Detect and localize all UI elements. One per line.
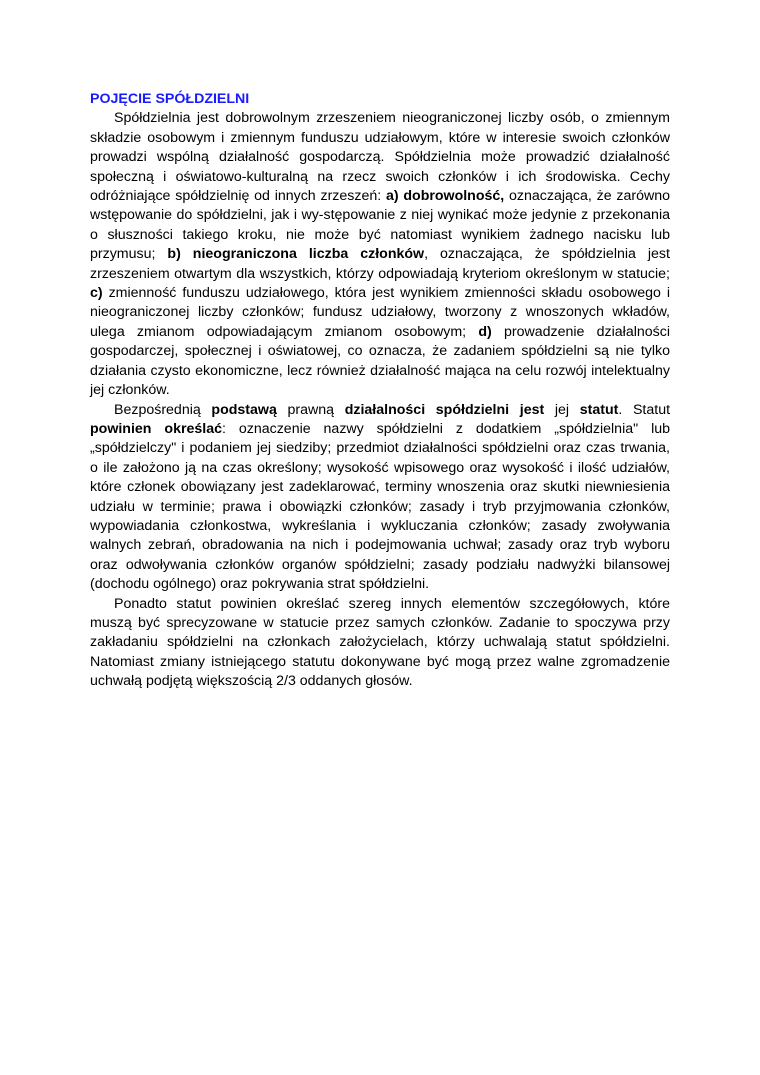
text-segment: . Statut bbox=[618, 401, 671, 418]
text-segment: : oznaczenie nazwy spółdzielni z dodatkiem „spółdzielnia" lub „spółdzielczy" i podaniem jej siedziby; przedmiot działalności spółdzielni oraz czas trwania, o ile założono ją na czas określony; wysokość wpisowego oraz wysokość i ilość udziałów, które członek obowiązany jest zadeklarować, terminy wnoszenia oraz skutki niewniesienia udziału w terminie; prawa i obowiązki członków; zasady i tryb przyjmowania członków, wypowiadania członkostwa, wykreślania i wykluczania członków; zasady zwoływania walnych zebrań, obradowania na nich i podejmowania uchwał; zasady oraz tryb wyboru oraz odwoływania członków organów spółdzielni; zasady podziału nadwyżki bilansowej (dochodu ogólnego) oraz pokrywania strat spółdzielni. bbox=[90, 420, 671, 593]
text-segment-bold: statut bbox=[579, 401, 619, 418]
paragraph-statute bbox=[90, 401, 670, 595]
text-segment-bold: podstawą bbox=[211, 401, 277, 418]
text-segment: jej bbox=[544, 401, 580, 418]
text-segment: , oznaczająca, że spółdzielnia jest zrzeszeniem otwartym dla wszystkich, którzy odpowiadają kryteriom określonym w statucie; bbox=[90, 246, 670, 282]
paragraph-statute-changes bbox=[90, 595, 670, 692]
text-segment: Spółdzielnia jest dobrowolnym zrzeszeniem nieograniczonej liczby osób, o zmiennym składzie osobowym i zmiennym funduszu udziałowym, które w interesie swoich członków prowadzi wspólną działalność gospodarczą. Spółdzielnia może prowadzić działalność społeczną i oświatowo-kulturalną na rzecz swoich członków i ich środowiska. Cechy odróżniające spółdzielnię od innych zrzeszeń: bbox=[90, 110, 670, 205]
text-segment-bold: c) bbox=[90, 285, 103, 302]
text-segment: zmienność funduszu udziałowego, która jest wynikiem zmienności składu osobowego i nieograniczonej liczby członków; fundusz udziałowy, tworzony z wnoszonych wkładów, ulega zmianom odpowiadającym zmianom osobowym; bbox=[90, 285, 670, 340]
text-segment-bold: a) dobrowolność, bbox=[385, 188, 505, 205]
text-segment-bold: b) nieograniczona liczba członków bbox=[167, 246, 425, 263]
text-segment: Bezpośrednią bbox=[114, 401, 212, 418]
text-segment: prowadzenie działalności gospodarczej, społecznej i oświatowej, co oznacza, że zadaniem spółdzielni są nie tylko działania czysto ekonomiczne, lecz również działalność mająca na celu rozwój intelektualny jej członków. bbox=[90, 323, 670, 399]
text-segment-bold: działalności spółdzielni jest bbox=[344, 401, 545, 418]
paragraph-definition bbox=[90, 109, 670, 400]
document-page bbox=[90, 90, 670, 692]
text-segment: prawną bbox=[276, 401, 345, 418]
document-title: POJĘCIE SPÓŁDZIELNI bbox=[90, 91, 250, 107]
text-segment-bold: d) bbox=[478, 323, 492, 340]
text-segment: oznaczająca, że zarówno wstępowanie do spółdzielni, jak i wy-stępowanie z niej wynikać może jedynie z przekonania o słuszności takiego kroku, nie może być natomiast wynikiem żadnego nacisku lub przymusu; bbox=[90, 188, 670, 263]
text-segment-bold: powinien określać bbox=[90, 420, 222, 437]
text-segment: Ponadto statut powinien określać szereg innych elementów szczegółowych, które muszą być sprecyzowane w statucie przez samych członków. Zadanie to spoczywa przy zakładaniu spółdzielni na członkach założycielach, którzy uchwalają statut spółdzielni. Natomiast zmiany istniejącego statutu dokonywane być mogą przez walne zgromadzenie uchwałą podjętą większością 2/3 oddanych głosów. bbox=[90, 595, 670, 690]
